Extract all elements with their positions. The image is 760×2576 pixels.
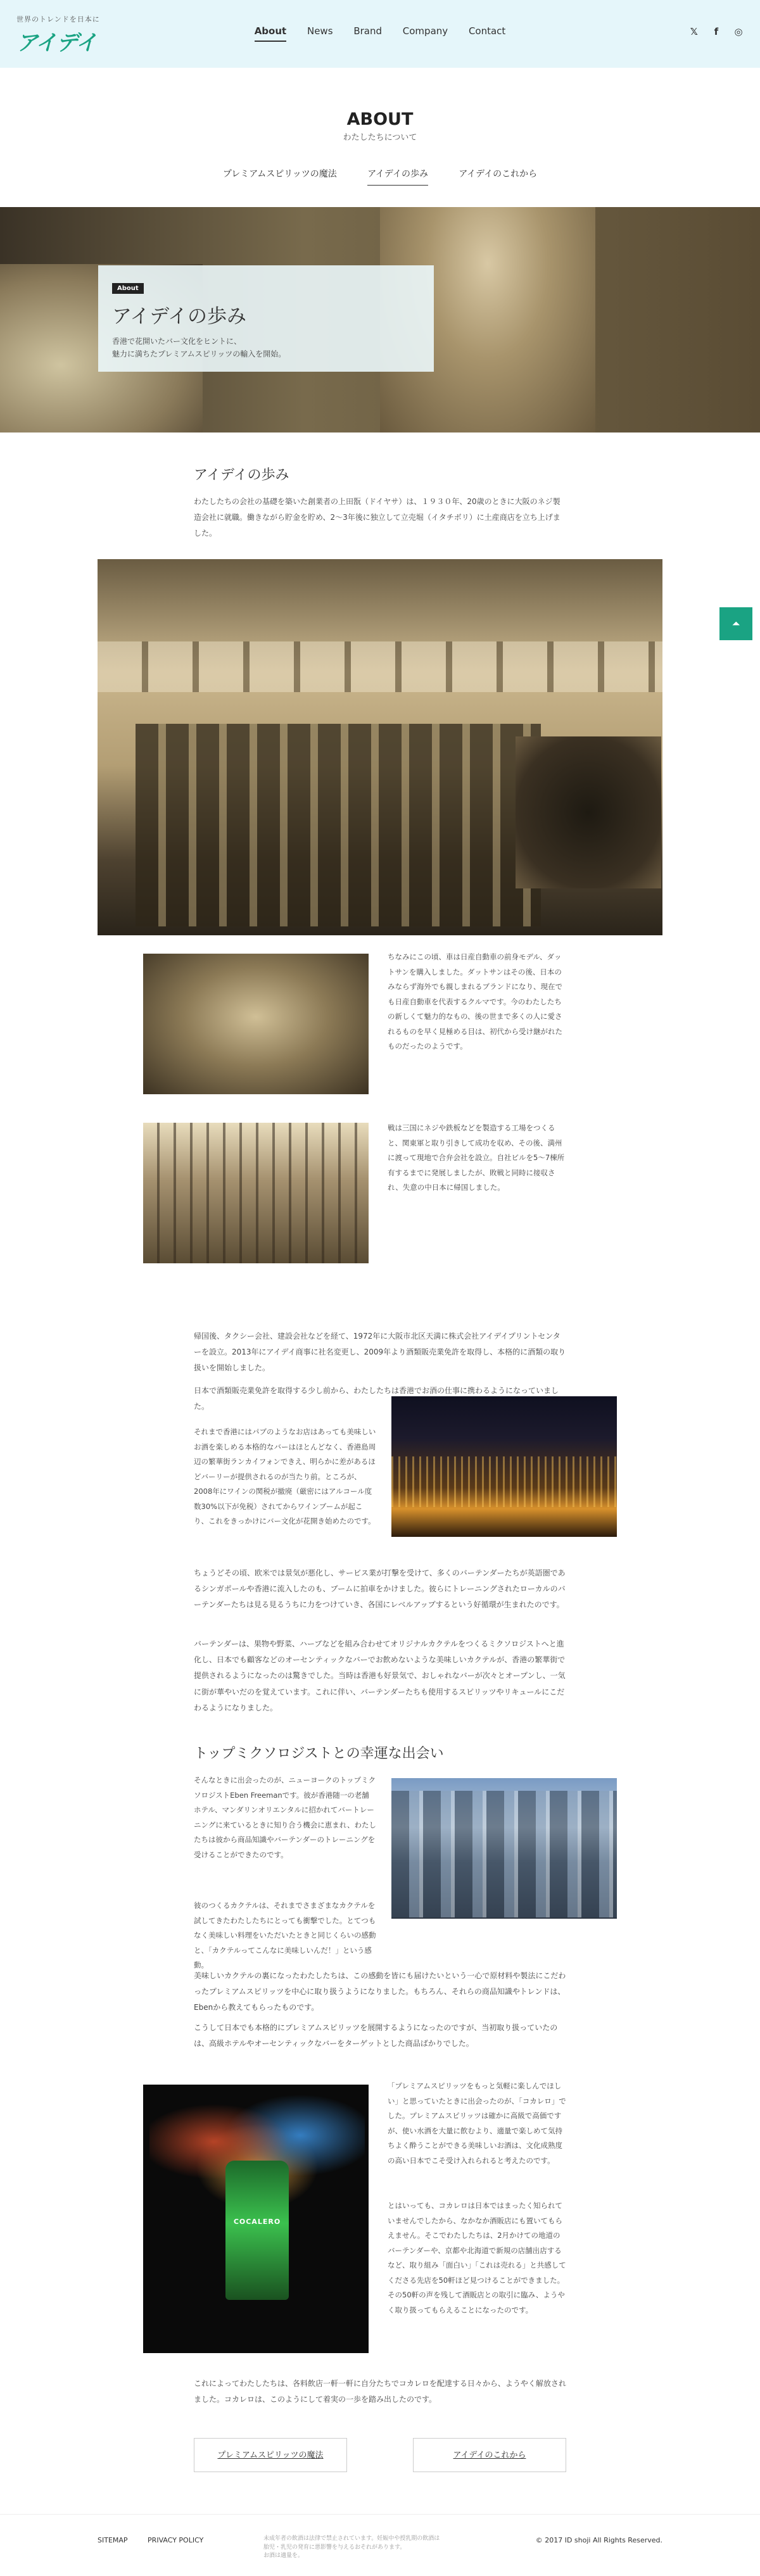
site-logo[interactable]: アイデイ <box>16 30 97 56</box>
japan-paragraph: こうして日本でも本格的にプレミアムスピリッツを展開するようになったのですが、当初取り扱っていたのは、高級ホテルやオーセンティックなバーをターゲットとした商品ばかりでした。 <box>194 2023 558 2049</box>
cocalero-paragraph-1: 「プレミアムスピリッツをもっと気軽に楽しんでほしい」と思っていたときに出会ったのが、「コカレロ」でした。プレミアムスピリッツは確かに高級で高価ですが、使い水酒を大量に飲むより、適量で楽しめて気持ちよく酔うことができる美味しいお酒は、文化成熟度の高い日本でこそ受け入れられると考えたのです。 <box>388 2081 566 2165</box>
section-heading-mixologist: トップミクソロジストとの幸運な出会い <box>194 1746 444 1762</box>
footer-note: 未成年者の飲酒は法律で禁止されています。妊娠中や授乳期の飲酒は 胎児・乳児の発育に悪影響を与えるおそれがあります。 お酒は適量を。 <box>263 2535 440 2559</box>
nav-news[interactable]: News <box>307 25 333 37</box>
scroll-to-top-button[interactable] <box>719 607 752 640</box>
cocktail-paragraph: 彼のつくるカクテルは、それまでさまざまなカクテルを試してきたわたしたちにとっても衝撃でした。とてつもなく美味しい料理をいただいたときと同じくらいの感動と、「カクテルってこんなに美味しいんだ！」という感動。 <box>194 1901 376 1970</box>
hero-heading: アイデイの歩み <box>112 305 247 328</box>
hero-card <box>98 265 434 372</box>
group-photo-vehicle <box>516 736 661 888</box>
hongkong-paragraph: それまで香港にはパブのようなお店はあっても美味しいお酒を楽しめる本格的なバーはほとんどなく、香港島周辺の繁華街ランカイフォンできえ、明らかに差があるほどバーリーが提供されるのが当たり前。ところが、2008年にワインの関税が撤廃（厳密にはアルコール度数30%以下が免税）されてからワインブームが起こり、これをきっかけにバー文化が花開き始めたのです。 <box>194 1427 376 1526</box>
bartender-culture-paragraph: ちょうどその頃、欧米では景気が悪化し、サービス業が打撃を受けて、多くのバーテンダーたちが英語圏であるシンガポールや香港に流入したのも、ブームに拍車をかけました。彼らにトレーニングされたローカルのバーテンダーたちは見る見るうちに力をつけていき、各国にレベルアップするという好循環が生まれたのです。 <box>194 1569 566 1610</box>
site-header <box>0 0 760 68</box>
page-subtitle: わたしたちについて <box>343 133 417 142</box>
page-title: ABOUT <box>346 110 414 129</box>
hero-text <box>112 335 420 361</box>
intro-paragraph: わたしたちの会社の基礎を築いた創業者の上田翫（ドイヤサ）は、１９３０年、20歳のときに大阪のネジ製造会社に就職。働きながら貯金を貯め、2〜3年後に独立して立売堀（イタチボリ）に土産商店を立ち上げました。 <box>194 497 560 538</box>
car-paragraph: ちなみにこの頃、車は日産自動車の前身モデル、ダットサンを購入しました。ダットサンはその後、日本のみならず海外でも親しまれるブランドになり、現在でも日産自動車を代表するクルマです。今のわたしたちの新しくて魅力的なもの、後の世まで多くの人に愛されるものを早く見極める目は、初代から受け継がれたものだったのようです。 <box>388 952 562 1051</box>
site-footer <box>0 2514 760 2576</box>
factory-photo <box>143 1123 369 1263</box>
spirits-paragraph: 美味しいカクテルの裏になったわたしたちは、この感動を皆にも届けたいという一心で原材料や製法にこだわったプレミアムスピリッツを中心に取り扱うようになりました。もちろん、それらの商品知識やトレンドは、Ebenから教えてもらったものです。 <box>194 1971 566 2012</box>
social-links <box>680 25 744 37</box>
hero-text-line1: 香港で花開いたバー文化をヒントに、 <box>112 337 242 346</box>
nav-about[interactable]: About <box>255 25 287 42</box>
hongkong-city-photo <box>391 1778 617 1919</box>
mixologist-paragraph: バーテンダーは、果物や野菜、ハーブなどを組み合わせてオリジナルカクテルをつくるミクソロジストへと進化し、日本でも顧客などのオーセンティックなバーでお飲めないような美味しいカクテルが、香港の繁華街で提供されるようになったのは驚きでした。当時は香港も好景気で、おしゃれなバーが次々とオープンし、一気に街が華やいだのを覚えています。これに伴い、バーテンダーたちも使用するスピリッツやリキュールにこだわるようになりました。 <box>194 1639 566 1712</box>
nav-contact[interactable]: Contact <box>468 25 506 37</box>
hero-banner <box>0 207 760 432</box>
main-nav <box>0 25 760 42</box>
car-interior-photo <box>143 954 369 1094</box>
factory-paragraph: 戦は三国にネジや鉄板などを製造する工場をつくると、関東軍と取り引きして成功を収め、その後、満州に渡って現地で合弁会社を設立。自社ビルを5〜7棟所有するまでに発展しましたが、敗戦と同時に接収され、失意の中日本に帰国しました。 <box>388 1123 565 1192</box>
facebook-icon[interactable]: f <box>714 26 719 37</box>
footer-privacy-link[interactable]: PRIVACY POLICY <box>148 2536 204 2544</box>
next-page-button[interactable]: アイデイのこれから <box>413 2438 566 2472</box>
footer-sitemap-link[interactable]: SITEMAP <box>98 2536 128 2544</box>
cocalero-bottle <box>225 2161 289 2300</box>
group-photo <box>98 559 662 935</box>
nav-brand[interactable]: Brand <box>353 25 382 37</box>
footer-copyright: © 2017 ID shoji All Rights Reserved. <box>535 2536 662 2544</box>
postwar-paragraph: 帰国後、タクシー会社、建設会社などを経て、1972年に大阪市北区天満に株式会社アイデイプリントセンターを設立。2013年にアイデイ商事に社名変更し、2009年より酒類販売業免許を取得し、本格的に酒類の取り扱いを開始しました。 <box>194 1332 566 1373</box>
license-paragraph: 日本で酒類販売業免許を取得する少し前から、わたしたちは香港でお酒の仕事に携わるようになっていました。 <box>194 1386 559 1411</box>
hongkong-night-photo <box>391 1396 617 1537</box>
subnav-history[interactable]: アイデイの歩み <box>367 167 428 186</box>
arrow-up-icon: ⏶ <box>732 617 740 629</box>
closing-paragraph: これによってわたしたちは、各料飲店一軒一軒に自分たちでコカレロを配達する日々から、ようやく解放されました。コカレロは、このようにして着実の一歩を踏み出したのです。 <box>194 2379 566 2404</box>
eben-paragraph: そんなときに出会ったのが、ニューヨークのトップミクソロジストEben Freemanです。彼が香港随一の老舗ホテル、マンダリンオリエンタルに招かれてバートレーニングに来ているときに知り合う機会に恵まれ、わたしたちは彼から商品知識やバーテンダーのトレーニングを受けることができたのです。 <box>194 1776 376 1859</box>
twitter-icon[interactable]: 𝕏 <box>690 26 698 37</box>
section-heading-history: アイデイの歩み <box>194 467 289 483</box>
subnav-premium-spirits[interactable]: プレミアムスピリッツの魔法 <box>222 169 337 179</box>
nav-company[interactable]: Company <box>402 25 448 37</box>
cocalero-photo <box>143 2085 369 2353</box>
prev-page-button[interactable]: プレミアムスピリッツの魔法 <box>194 2438 347 2472</box>
cocalero-paragraph-2: とはいっても、コカレロは日本ではまったく知られていませんでしたから、なかなか酒販店にも置いてもらえません。そこでわたしたちは、2月かけての地道のバーテンダーや、京都や北海道で新規の店舗出店するなど、取り組み「面白い」「これは売れる」と共感してくださる先店を50軒ほど見つけることができました。その50軒の声を残して酒販店との取引に臨み、ようやく取り扱ってもらえることになったのです。 <box>388 2201 566 2314</box>
hero-tag: About <box>112 283 144 294</box>
group-photo-flags <box>98 641 662 692</box>
group-photo-people <box>136 724 541 926</box>
cocalero-bottle-label: COCALERO <box>233 2218 281 2226</box>
sub-nav <box>0 167 760 186</box>
logo-tagline: 世界のトレンドを日本に <box>16 15 100 23</box>
instagram-icon[interactable]: ◎ <box>734 26 743 37</box>
hero-text-line2: 魅力に満ちたプレミアムスピリッツの輸入を開始。 <box>112 350 286 359</box>
subnav-future[interactable]: アイデイのこれから <box>459 169 538 179</box>
footer-links <box>98 2536 221 2544</box>
